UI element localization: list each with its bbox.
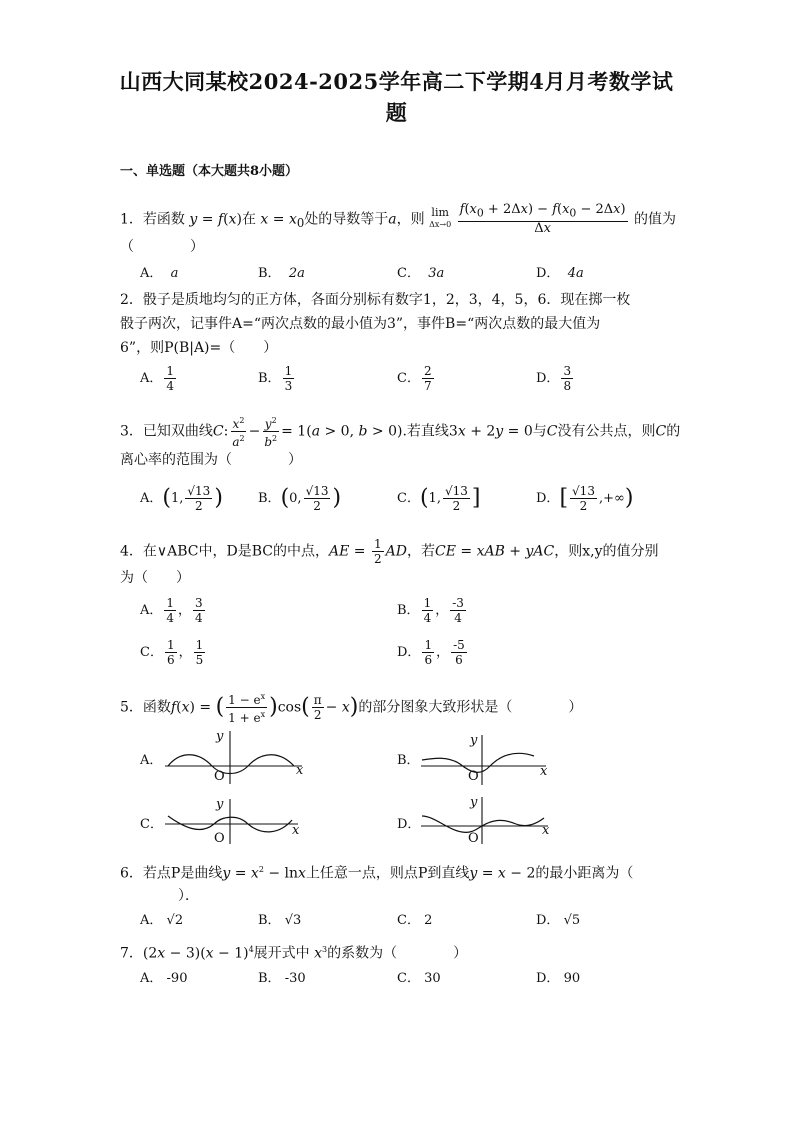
svg-text:x: x [296, 763, 304, 778]
question-3-line1: 3．已知双曲线C: $\frac{x^2}{a^2}$ − $\frac{y^2}{b^2}$ = 1(a > 0, b > 0).若直线3x + 2y = 0与C没有公共点，则C的 [120, 416, 681, 449]
question-2-line2: 骰子两次，记事件A=“两次点数的最小值为3”，事件B=“两次点数的最大值为 [120, 316, 601, 332]
q7-option-d[interactable]: D． 90 [536, 971, 581, 986]
svg-text:x: x [292, 823, 300, 838]
q5-option-c[interactable]: C． [140, 817, 163, 832]
q6-option-a[interactable]: A． √2 [140, 913, 184, 928]
q1-option-a[interactable]: A． a [140, 266, 179, 281]
q6-option-c[interactable]: C． 2 [397, 913, 433, 928]
svg-text:y: y [216, 729, 224, 744]
question-1-paren: （ ） [120, 239, 204, 255]
q3-option-b[interactable]: B．(0, $\frac{√13}{2}$ ) [258, 484, 342, 513]
q5-option-b[interactable]: B． [397, 753, 420, 768]
q5-graph-d[interactable] [418, 794, 558, 846]
q4-option-c[interactable]: C． $\frac{1}{6}$ ， $\frac{1}{5}$ [140, 638, 204, 667]
q5-graph-a[interactable] [160, 726, 310, 786]
question-4-line1: 4．在∨ABC中，D是BC的中点，AE = $\frac{1}{2}$ AD，若CE = xAB + yAC，则x,y的值分别 [120, 537, 659, 566]
question-5: 5．函数f(x) = ( $\frac{1 - e^x}{1 + e^x}$ )cos( $\frac{\pi}{2}$ − x)的部分图象大致形状是（ ） [120, 692, 583, 725]
q3-option-d[interactable]: D．[ $\frac{√13}{2}$ ,+∞) [536, 484, 634, 513]
question-2-line1: 2．骰子是质地均匀的正方体，各面分别标有数字1，2，3，4，5，6．现在掷一枚 [120, 292, 631, 308]
page-title: 山西大同某校2024-2025学年高二下学期4月月考数学试 [119, 69, 674, 94]
q4-option-d[interactable]: D． $\frac{1}{6}$ ， $\frac{-5}{6}$ [397, 638, 465, 667]
question-2-line3: 6”，则P(B|A)=（ ） [120, 340, 278, 356]
svg-text:x: x [542, 823, 550, 838]
q5-graph-b[interactable] [418, 732, 558, 787]
q6-option-d[interactable]: D． √5 [536, 913, 581, 928]
svg-text:y: y [470, 733, 478, 748]
q2-option-b[interactable]: B． $\frac{1}{3}$ [258, 364, 293, 393]
question-3-line2: 离心率的范围为（ ） [120, 452, 302, 468]
svg-text:O: O [214, 831, 225, 846]
svg-text:O: O [214, 769, 225, 784]
q1-option-b[interactable]: B． 2a [258, 266, 305, 281]
q4-option-b[interactable]: B． $\frac{1}{4}$ ， $\frac{-3}{4}$ [397, 596, 464, 625]
q7-option-a[interactable]: A． -90 [140, 971, 188, 986]
svg-text:O: O [468, 769, 479, 784]
q5-option-a[interactable]: A． [140, 753, 163, 768]
svg-text:y: y [470, 795, 478, 810]
q3-option-c[interactable]: C．(1, $\frac{√13}{2}$ ] [397, 484, 481, 513]
page-title-cont: 题 [385, 100, 408, 125]
q5-graph-c[interactable] [160, 796, 305, 846]
q7-option-c[interactable]: C． 30 [397, 971, 441, 986]
question-1: 1．若函数 y = f(x)在 $x = x_0$处的导数等于a，则 lim Δx→0 $\frac{f(x_0 + 2\Delta x) - f(x_0 - 2\Delta x)}{\Delta x}$ 的值为 [120, 202, 677, 236]
q6-option-b[interactable]: B． √3 [258, 913, 302, 928]
q2-option-d[interactable]: D． $\frac{3}{8}$ [536, 364, 572, 393]
question-6-line2: ）． [178, 888, 199, 904]
q3-option-a[interactable]: A．(1, $\frac{√13}{2}$ ) [140, 484, 223, 513]
svg-text:x: x [540, 764, 548, 779]
q1-option-d[interactable]: D． 4a [536, 266, 584, 281]
q2-option-a[interactable]: A． $\frac{1}{4}$ [140, 364, 175, 393]
question-4-line2: 为（ ） [120, 570, 190, 586]
question-6-line1: 6．若点P是曲线$y = x^2 - \ln x$上任意一点，则点P到直线y = x − 2的最小距离为（ [120, 865, 634, 882]
q4-option-a[interactable]: A． $\frac{1}{4}$ ， $\frac{3}{4}$ [140, 596, 203, 625]
q1-option-c[interactable]: C． 3a [397, 266, 445, 281]
q5-option-d[interactable]: D． [397, 817, 421, 832]
question-7: 7．$(2x - 3)(x - 1)^4$展开式中 $x^3$的系数为（ ） [120, 945, 468, 962]
q7-option-b[interactable]: B． -30 [258, 971, 306, 986]
section-heading: 一、单选题（本大题共8小题） [120, 164, 299, 179]
q2-option-c[interactable]: C． $\frac{2}{7}$ [397, 364, 432, 393]
svg-text:O: O [468, 831, 479, 846]
svg-text:y: y [216, 797, 224, 812]
